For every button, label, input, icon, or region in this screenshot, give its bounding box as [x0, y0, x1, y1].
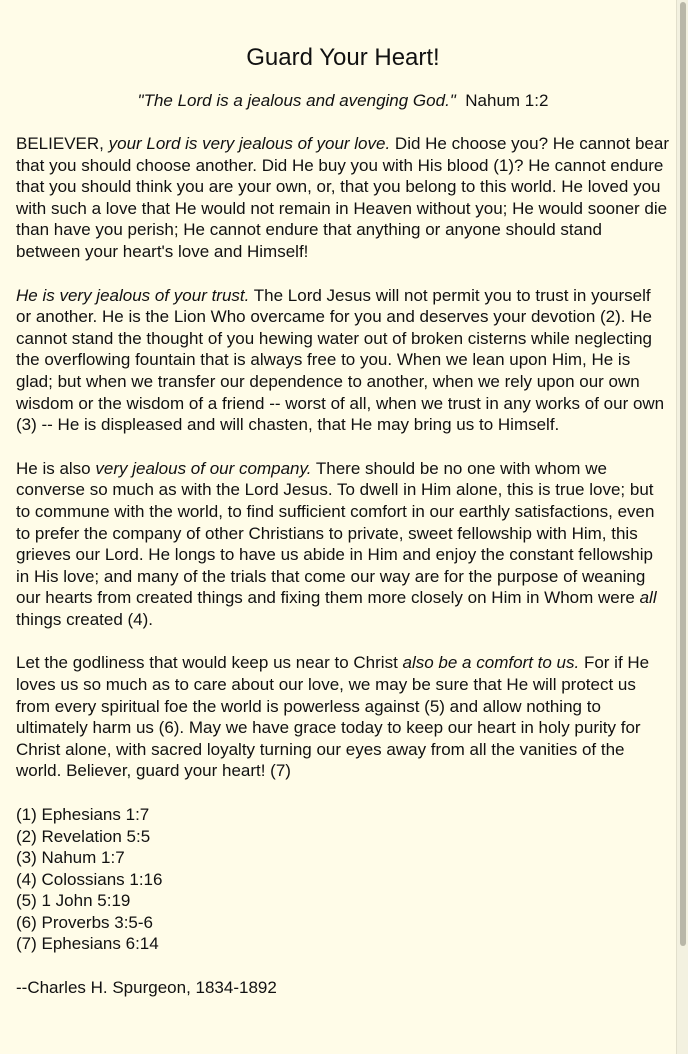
paragraph-love: BELIEVER, your Lord is very jealous of your love. Did He choose you? He cannot bear that you should choose another. Did He buy you with His blood (1)? He cannot endure that you should think you are your own, or, that you belong to this world. He loved you with such a love that He would not remain in Heaven without you; He would sooner die than have you perish; He cannot endure that anything or anyone should stand between your heart's love and Himself! [16, 134, 669, 261]
reference-item: (5) 1 John 5:19 [16, 891, 131, 911]
author-signature: --Charles H. Spurgeon, 1834-1892 [16, 977, 277, 997]
reference-item: (2) Revelation 5:5 [16, 826, 151, 846]
reference-item: (7) Ephesians 6:14 [16, 934, 159, 954]
reference-item: (1) Ephesians 1:7 [16, 805, 150, 825]
verse-quote: "The Lord is a jealous and avenging God." [137, 91, 456, 110]
paragraph-company: He is also very jealous of our company. There should be no one with whom we converse so much as with the Lord Jesus. To dwell in Him alone, this is true love; but to commune with the world, to find sufficient comfort in our earthly satisfactions, even to prefer the company of other Christians to private, sweet fellowship with Him, this grieves our Lord. He longs to have us abide in Him and enjoy the constant fellowship in His love; and many of the trials that come our way are for the purpose of weaning our hearts from created things and fixing them more closely on Him in Whom were all things created (4). [16, 458, 657, 629]
reference-item: (3) Nahum 1:7 [16, 848, 125, 868]
page-title: Guard Your Heart! [246, 44, 440, 71]
vertical-scrollbar[interactable] [676, 0, 688, 1054]
verse-reference: Nahum 1:2 [465, 91, 549, 110]
reference-list [16, 804, 670, 955]
key-verse [16, 90, 670, 111]
paragraph-comfort: Let the godliness that would keep us near to Christ also be a comfort to us. For if He loves us so much as to care about our love, we may be sure that He will protect us from every spiritual foe the world is powerless against (5) and allow nothing to ultimately harm us (6). May we have grace today to keep our heart in holy purity for Christ alone, with sacred loyalty turning our eyes away from all the vanities of the world. Believer, guard your heart! (7) [16, 653, 650, 781]
reference-item: (4) Colossians 1:16 [16, 869, 163, 889]
scrollbar-thumb[interactable] [680, 2, 686, 946]
reference-item: (6) Proverbs 3:5-6 [16, 912, 153, 932]
paragraph-trust: He is very jealous of your trust. The Lord Jesus will not permit you to trust in yourself or another. He is the Lion Who overcame for you and deserves your devotion (2). He cannot stand the thought of you hewing water out of broken cisterns while neglecting the overflowing fountain that is always free to you. When we lean upon Him, He is glad; but when we transfer our dependence to another, when we rely upon our own wisdom or the wisdom of a friend -- worst of all, when we trust in any works of our own (3) -- He is displeased and will chasten, that He may bring us to Himself. [16, 285, 665, 435]
